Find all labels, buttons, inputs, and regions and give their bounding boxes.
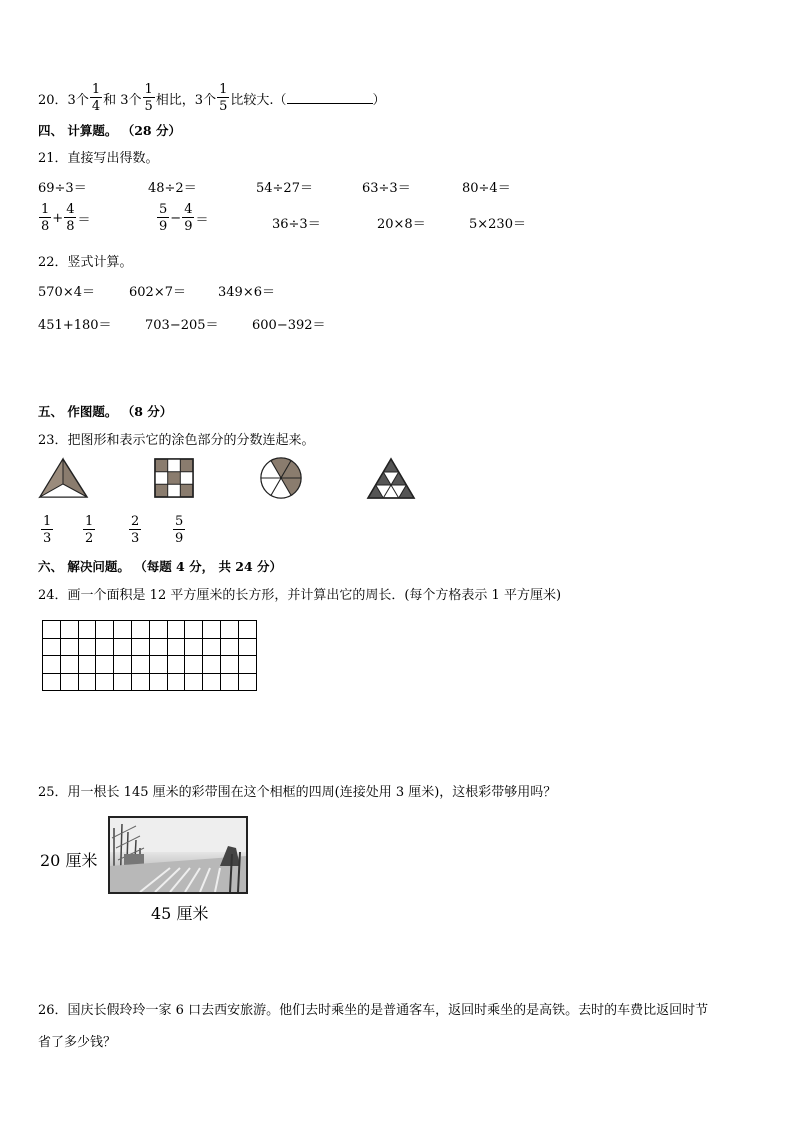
- shapes-row: [36, 456, 426, 502]
- fraction: $\frac{1}{4}$: [91, 82, 101, 114]
- winter-landscape-illustration: [110, 818, 246, 892]
- calc-item: 54÷27＝: [256, 181, 313, 196]
- calc-item: 80÷4＝: [462, 181, 511, 196]
- fraction-option[interactable]: $\frac{2}{3}$: [131, 514, 140, 546]
- calc-item: 36÷3＝: [272, 217, 321, 232]
- width-label: 45 厘米: [151, 904, 209, 923]
- square-grid[interactable]: [42, 620, 257, 691]
- question-23: 23．把图形和表示它的涂色部分的分数连起来。: [38, 433, 315, 448]
- circle-shape: [261, 458, 301, 498]
- q20-text-2: 和 3个: [103, 92, 142, 108]
- vertical-calc-item: 602×7＝: [129, 285, 186, 300]
- nine-triangle-shape: [368, 459, 414, 498]
- photo-frame-image: [108, 816, 248, 894]
- calc-item-fraction: [38, 203, 90, 233]
- calc-item: 63÷3＝: [362, 181, 411, 196]
- question-25: 25．用一根长 145 厘米的彩带围在这个相框的四周(连接处用 3 厘米)，这根彩带够用吗？: [38, 785, 557, 800]
- vertical-calc-item: 570×4＝: [38, 285, 95, 300]
- fraction-option[interactable]: $\frac{5}{9}$: [175, 514, 184, 546]
- fraction: $\frac{1}{5}$: [144, 82, 153, 114]
- fraction: $\frac{1}{8}$: [41, 202, 50, 234]
- calc-item: 48÷2＝: [148, 181, 197, 196]
- calc-item-fraction: [156, 203, 208, 233]
- grid-shape: [155, 459, 193, 497]
- q20-text-1: 3个: [67, 92, 89, 108]
- question-number: 20．: [38, 92, 68, 108]
- q20-text-5: ）: [372, 92, 386, 108]
- fraction-option[interactable]: $\frac{1}{3}$: [43, 514, 52, 546]
- section-6-heading: 六、 解决问题。 （每题 4 分， 共 24 分）: [38, 559, 283, 574]
- calc-item: 5×230＝: [469, 217, 526, 232]
- section-5-heading: 五、 作图题。 （8 分）: [38, 404, 173, 419]
- vertical-calc-item: 349×6＝: [218, 285, 275, 300]
- equals: ＝: [77, 212, 91, 228]
- calc-item: 69÷3＝: [38, 181, 87, 196]
- vertical-calc-item: 600−392＝: [252, 318, 326, 333]
- fraction: $\frac{5}{9}$: [159, 202, 168, 234]
- fraction: $\frac{4}{8}$: [66, 202, 75, 234]
- question-24: 24．画一个面积是 12 平方厘米的长方形，并计算出它的周长．(每个方格表示 1 平方厘米): [38, 588, 562, 603]
- calc-item: 20×8＝: [377, 217, 426, 232]
- fraction-option[interactable]: $\frac{1}{2}$: [85, 514, 94, 546]
- question-26-line-2: 省了多少钱？: [38, 1035, 117, 1050]
- fraction: $\frac{4}{9}$: [184, 202, 193, 234]
- height-label: 20 厘米: [40, 851, 98, 870]
- vertical-calc-item: 451+180＝: [38, 318, 112, 333]
- equals: ＝: [195, 212, 209, 228]
- operator: +: [52, 210, 64, 226]
- question-22: 22．竖式计算。: [38, 255, 133, 270]
- question-26-line-1: 26．国庆长假玲玲一家 6 口去西安旅游。他们去时乘坐的是普通客车，返回时乘坐的是高铁。去时的车费比返回时节: [38, 1003, 709, 1018]
- answer-blank[interactable]: [287, 93, 373, 104]
- question-20: [38, 80, 386, 116]
- fraction: $\frac{1}{5}$: [219, 82, 228, 114]
- section-4-heading: 四、 计算题。 （28 分）: [38, 123, 181, 138]
- triangle-shape: [40, 459, 87, 497]
- operator: −: [170, 210, 182, 226]
- q20-text-4: 比较大.（: [230, 92, 287, 108]
- vertical-calc-item: 703−205＝: [145, 318, 219, 333]
- question-21: 21．直接写出得数。: [38, 151, 159, 166]
- q20-text-3: 相比，3个: [155, 92, 217, 108]
